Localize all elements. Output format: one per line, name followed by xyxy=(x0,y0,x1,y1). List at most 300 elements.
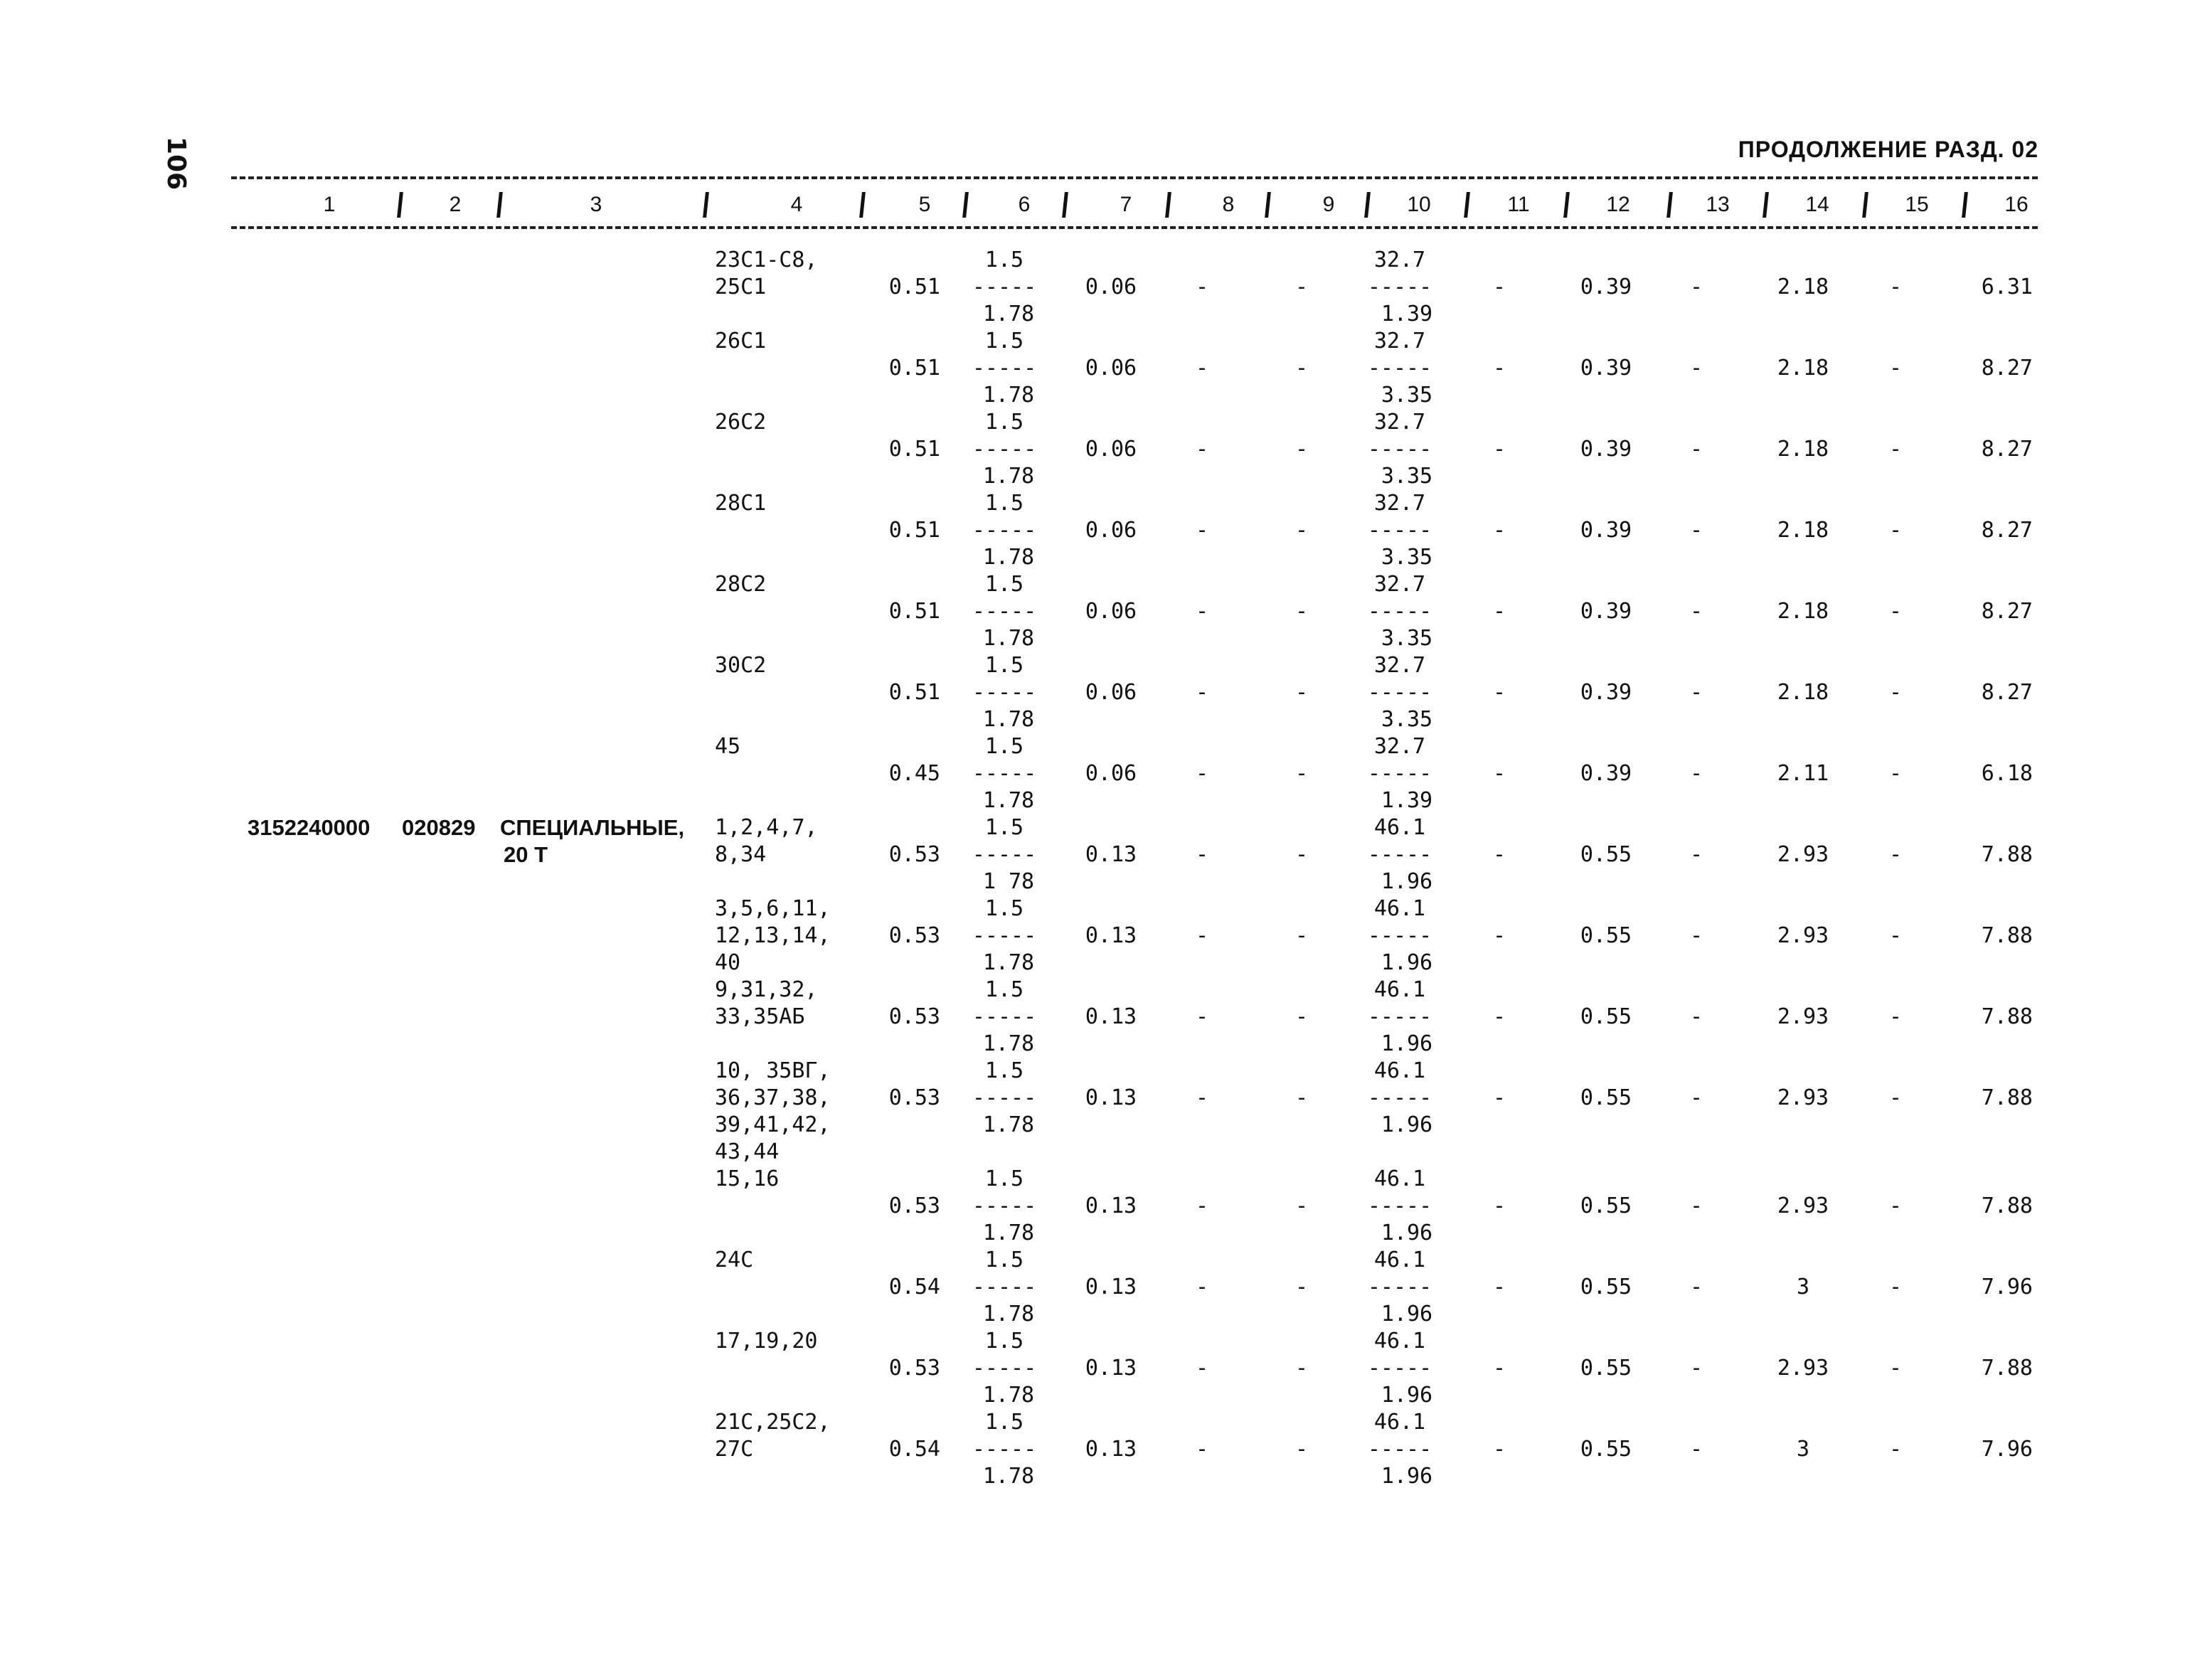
dash-col11: - xyxy=(1492,599,1506,624)
col6-numerator: 1.5 xyxy=(984,1329,1024,1354)
dash-col11: - xyxy=(1492,1004,1506,1029)
value-col5: 0.51 xyxy=(888,680,940,705)
value-col5: 0.51 xyxy=(888,518,940,543)
value-col16: 7.96 xyxy=(1981,1437,2033,1462)
value-col16: 7.88 xyxy=(1981,1193,2033,1218)
col10-denominator: 3.35 xyxy=(1381,464,1433,489)
col10-fraction-bar: ----- xyxy=(1367,1356,1432,1381)
col6-fraction-bar: ----- xyxy=(972,1437,1037,1462)
dash-col11: - xyxy=(1492,437,1506,462)
dash-col8: - xyxy=(1195,1356,1209,1381)
col6-denominator: 1.78 xyxy=(982,1031,1035,1056)
col6-denominator: 1.78 xyxy=(982,464,1035,489)
col10-denominator: 1.96 xyxy=(1381,1221,1433,1245)
column-number-10: 10 xyxy=(1407,193,1431,216)
col6-numerator: 1.5 xyxy=(984,410,1024,435)
dash-col13: - xyxy=(1689,1193,1703,1218)
column-separator xyxy=(703,192,709,218)
profile-designation: 43,44 xyxy=(715,1139,780,1164)
dash-col13: - xyxy=(1689,1085,1703,1110)
value-col14: 2.18 xyxy=(1777,356,1829,381)
col6-fraction-bar: ----- xyxy=(972,680,1037,705)
value-col5: 0.53 xyxy=(888,1085,940,1110)
dash-col15: - xyxy=(1888,842,1903,867)
col6-numerator: 1.5 xyxy=(984,734,1024,759)
column-number-13: 13 xyxy=(1706,193,1730,216)
dash-col13: - xyxy=(1689,1275,1703,1299)
value-col7: 0.13 xyxy=(1085,1356,1137,1381)
column-number-16: 16 xyxy=(2004,193,2029,216)
value-col12: 0.55 xyxy=(1580,1193,1632,1218)
col10-fraction-bar: ----- xyxy=(1367,518,1432,543)
column-separator xyxy=(1464,192,1470,218)
profile-designation: 40 xyxy=(715,950,741,975)
dash-col13: - xyxy=(1689,923,1703,948)
dash-col11: - xyxy=(1492,1275,1506,1299)
col6-denominator: 1.78 xyxy=(982,1302,1035,1327)
dash-col11: - xyxy=(1492,1356,1506,1381)
column-separator xyxy=(859,192,866,218)
profile-designation: 12,13,14, xyxy=(715,923,831,948)
col10-denominator: 1.96 xyxy=(1381,1112,1433,1137)
col6-fraction-bar: ----- xyxy=(972,842,1037,867)
column-number-7: 7 xyxy=(1120,193,1132,216)
profile-designation: 28С1 xyxy=(715,491,767,516)
value-col5: 0.53 xyxy=(888,1004,940,1029)
col10-fraction-bar: ----- xyxy=(1367,842,1432,867)
dash-col9: - xyxy=(1294,1275,1309,1299)
profile-designation: 9,31,32, xyxy=(715,977,818,1002)
dash-col15: - xyxy=(1888,437,1903,462)
value-col14: 3 xyxy=(1796,1275,1810,1299)
dash-col9: - xyxy=(1294,1193,1309,1218)
dash-col13: - xyxy=(1689,1004,1703,1029)
dash-col13: - xyxy=(1689,275,1703,299)
col10-fraction-bar: ----- xyxy=(1367,356,1432,381)
dash-col15: - xyxy=(1888,518,1903,543)
col6-numerator: 1.5 xyxy=(984,248,1024,272)
col10-denominator: 3.35 xyxy=(1381,383,1433,408)
dash-col15: - xyxy=(1888,1004,1903,1029)
value-col7: 0.13 xyxy=(1085,1193,1137,1218)
column-separator xyxy=(1666,192,1673,218)
col6-numerator: 1.5 xyxy=(984,815,1024,840)
dash-col9: - xyxy=(1294,1437,1309,1462)
column-number-3: 3 xyxy=(590,193,602,216)
value-col7: 0.06 xyxy=(1085,275,1137,299)
column-separator xyxy=(1165,192,1171,218)
col10-denominator: 3.35 xyxy=(1381,626,1433,651)
col6-numerator: 1.5 xyxy=(984,653,1024,678)
column-number-6: 6 xyxy=(1018,193,1031,216)
col10-denominator: 1.96 xyxy=(1381,950,1433,975)
dash-col8: - xyxy=(1195,923,1209,948)
value-col16: 8.27 xyxy=(1981,599,2033,624)
value-col16: 8.27 xyxy=(1981,518,2033,543)
dash-col13: - xyxy=(1689,437,1703,462)
profile-designation: 24С xyxy=(715,1248,754,1272)
col10-fraction-bar: ----- xyxy=(1367,1437,1432,1462)
col10-fraction-bar: ----- xyxy=(1367,923,1432,948)
profile-designation: 17,19,20 xyxy=(715,1329,818,1354)
value-col12: 0.39 xyxy=(1580,356,1632,381)
value-col12: 0.39 xyxy=(1580,518,1632,543)
value-col12: 0.55 xyxy=(1580,1085,1632,1110)
dash-col13: - xyxy=(1689,599,1703,624)
value-col14: 2.93 xyxy=(1777,1356,1829,1381)
dash-col11: - xyxy=(1492,842,1506,867)
value-col5: 0.53 xyxy=(888,923,940,948)
value-col14: 2.18 xyxy=(1777,437,1829,462)
value-col5: 0.51 xyxy=(888,599,940,624)
dash-col11: - xyxy=(1492,1437,1506,1462)
dash-col15: - xyxy=(1888,1356,1903,1381)
col6-numerator: 1.5 xyxy=(984,491,1024,516)
value-col16: 7.88 xyxy=(1981,923,2033,948)
section-title: ПРОДОЛЖЕНИЕ РАЗД. 02 xyxy=(1738,137,2038,162)
col6-fraction-bar: ----- xyxy=(972,923,1037,948)
col6-numerator: 1.5 xyxy=(984,1058,1024,1083)
col10-denominator: 1.96 xyxy=(1381,869,1433,894)
dash-col15: - xyxy=(1888,1437,1903,1462)
profile-designation: 39,41,42, xyxy=(715,1112,831,1137)
column-number-header xyxy=(231,186,2038,223)
col10-denominator: 3.35 xyxy=(1381,545,1433,570)
dash-col8: - xyxy=(1195,761,1209,786)
profile-designation: 36,37,38, xyxy=(715,1085,831,1110)
dash-col9: - xyxy=(1294,1356,1309,1381)
value-col16: 7.88 xyxy=(1981,842,2033,867)
dash-col8: - xyxy=(1195,599,1209,624)
col6-numerator: 1.5 xyxy=(984,572,1024,597)
col10-numerator: 46.1 xyxy=(1373,1410,1426,1435)
page-number: 106 xyxy=(161,136,191,190)
dash-col11: - xyxy=(1492,275,1506,299)
profile-designation: 27С xyxy=(715,1437,754,1462)
profile-designation: 28С2 xyxy=(715,572,767,597)
col10-numerator: 46.1 xyxy=(1373,1329,1426,1354)
col6-numerator: 1.5 xyxy=(984,1166,1024,1191)
profile-designation: 23С1-С8, xyxy=(715,248,818,272)
header-top-rule xyxy=(231,176,2038,179)
col10-numerator: 46.1 xyxy=(1373,815,1426,840)
profile-designation: 10, 35ВГ, xyxy=(715,1058,831,1083)
column-separator xyxy=(1062,192,1068,218)
dash-col11: - xyxy=(1492,1085,1506,1110)
col10-denominator: 1.96 xyxy=(1381,1031,1433,1056)
value-col5: 0.53 xyxy=(888,1356,940,1381)
column-number-5: 5 xyxy=(918,193,931,216)
column-number-1: 1 xyxy=(323,193,336,216)
col6-denominator: 1.78 xyxy=(982,302,1035,326)
dash-col13: - xyxy=(1689,842,1703,867)
col10-fraction-bar: ----- xyxy=(1367,275,1432,299)
dash-col9: - xyxy=(1294,518,1309,543)
col6-fraction-bar: ----- xyxy=(972,599,1037,624)
value-col16: 7.88 xyxy=(1981,1356,2033,1381)
value-col14: 2.93 xyxy=(1777,923,1829,948)
profile-designation: 26С2 xyxy=(715,410,767,435)
dash-col9: - xyxy=(1294,842,1309,867)
dash-col9: - xyxy=(1294,599,1309,624)
value-col5: 0.51 xyxy=(888,437,940,462)
col10-denominator: 1.96 xyxy=(1381,1302,1433,1327)
value-col14: 2.93 xyxy=(1777,1004,1829,1029)
dash-col11: - xyxy=(1492,518,1506,543)
dash-col13: - xyxy=(1689,356,1703,381)
value-col7: 0.13 xyxy=(1085,1275,1137,1299)
value-col16: 6.18 xyxy=(1981,761,2033,786)
value-col7: 0.13 xyxy=(1085,842,1137,867)
col6-denominator: 1.78 xyxy=(982,950,1035,975)
dash-col8: - xyxy=(1195,842,1209,867)
value-col7: 0.13 xyxy=(1085,1004,1137,1029)
value-col5: 0.45 xyxy=(888,761,940,786)
col10-numerator: 32.7 xyxy=(1373,248,1426,272)
column-number-8: 8 xyxy=(1222,193,1235,216)
dash-col9: - xyxy=(1294,356,1309,381)
dash-col13: - xyxy=(1689,761,1703,786)
dash-col9: - xyxy=(1294,437,1309,462)
dash-col8: - xyxy=(1195,1437,1209,1462)
dash-col8: - xyxy=(1195,1193,1209,1218)
value-col12: 0.39 xyxy=(1580,275,1632,299)
col6-fraction-bar: ----- xyxy=(972,761,1037,786)
col10-numerator: 32.7 xyxy=(1373,653,1426,678)
dash-col13: - xyxy=(1689,680,1703,705)
dash-col15: - xyxy=(1888,1275,1903,1299)
dash-col9: - xyxy=(1294,1085,1309,1110)
dash-col15: - xyxy=(1888,680,1903,705)
col10-denominator: 3.35 xyxy=(1381,707,1433,732)
profile-designation: 8,34 xyxy=(715,842,767,867)
profile-designation: 1,2,4,7, xyxy=(715,815,818,840)
column-separator xyxy=(1364,192,1371,218)
column-number-4: 4 xyxy=(790,193,803,216)
col10-numerator: 32.7 xyxy=(1373,410,1426,435)
value-col12: 0.39 xyxy=(1580,680,1632,705)
dash-col8: - xyxy=(1195,356,1209,381)
col6-fraction-bar: ----- xyxy=(972,1085,1037,1110)
value-col16: 8.27 xyxy=(1981,437,2033,462)
column-separator xyxy=(1763,192,1769,218)
col6-numerator: 1.5 xyxy=(984,896,1024,921)
col10-fraction-bar: ----- xyxy=(1367,1193,1432,1218)
col6-fraction-bar: ----- xyxy=(972,518,1037,543)
col10-numerator: 46.1 xyxy=(1373,896,1426,921)
profile-designation: 25С1 xyxy=(715,275,767,299)
value-col14: 2.11 xyxy=(1777,761,1829,786)
value-col5: 0.51 xyxy=(888,356,940,381)
col6-fraction-bar: ----- xyxy=(972,356,1037,381)
value-col14: 2.18 xyxy=(1777,599,1829,624)
product-code: 3152240000 xyxy=(248,815,371,840)
profile-designation: 26С1 xyxy=(715,329,767,353)
column-separator xyxy=(1563,192,1570,218)
dash-col15: - xyxy=(1888,923,1903,948)
col10-fraction-bar: ----- xyxy=(1367,1275,1432,1299)
col6-denominator: 1.78 xyxy=(982,1383,1035,1408)
product-name: СПЕЦИАЛЬНЫЕ, xyxy=(500,815,685,840)
value-col7: 0.13 xyxy=(1085,1085,1137,1110)
value-col7: 0.13 xyxy=(1085,1437,1137,1462)
value-col12: 0.55 xyxy=(1580,923,1632,948)
column-number-15: 15 xyxy=(1905,193,1929,216)
value-col14: 2.93 xyxy=(1777,1085,1829,1110)
col6-fraction-bar: ----- xyxy=(972,1004,1037,1029)
column-separator xyxy=(1862,192,1868,218)
profile-designation: 45 xyxy=(715,734,741,759)
col10-denominator: 1.96 xyxy=(1381,1383,1433,1408)
dash-col8: - xyxy=(1195,1275,1209,1299)
dash-col8: - xyxy=(1195,1004,1209,1029)
dash-col13: - xyxy=(1689,518,1703,543)
col10-fraction-bar: ----- xyxy=(1367,761,1432,786)
value-col12: 0.55 xyxy=(1580,1437,1632,1462)
col6-denominator: 1.78 xyxy=(982,383,1035,408)
value-col7: 0.06 xyxy=(1085,680,1137,705)
value-col7: 0.06 xyxy=(1085,356,1137,381)
value-col7: 0.13 xyxy=(1085,923,1137,948)
value-col12: 0.39 xyxy=(1580,599,1632,624)
dash-col13: - xyxy=(1689,1356,1703,1381)
value-col14: 2.18 xyxy=(1777,275,1829,299)
col10-fraction-bar: ----- xyxy=(1367,680,1432,705)
column-number-9: 9 xyxy=(1322,193,1335,216)
dash-col11: - xyxy=(1492,1193,1506,1218)
col10-numerator: 46.1 xyxy=(1373,1166,1426,1191)
dash-col8: - xyxy=(1195,437,1209,462)
profile-designation: 30С2 xyxy=(715,653,767,678)
profile-designation: 21С,25С2, xyxy=(715,1410,831,1435)
col10-fraction-bar: ----- xyxy=(1367,1004,1432,1029)
col6-fraction-bar: ----- xyxy=(972,1275,1037,1299)
dash-col13: - xyxy=(1689,1437,1703,1462)
value-col12: 0.55 xyxy=(1580,1275,1632,1299)
col10-fraction-bar: ----- xyxy=(1367,437,1432,462)
dash-col9: - xyxy=(1294,761,1309,786)
profile-designation: 15,16 xyxy=(715,1166,780,1191)
col6-fraction-bar: ----- xyxy=(972,1193,1037,1218)
value-col12: 0.55 xyxy=(1580,1356,1632,1381)
col6-fraction-bar: ----- xyxy=(972,437,1037,462)
value-col12: 0.39 xyxy=(1580,761,1632,786)
dash-col11: - xyxy=(1492,761,1506,786)
dash-col11: - xyxy=(1492,923,1506,948)
value-col14: 3 xyxy=(1796,1437,1810,1462)
value-col16: 6.31 xyxy=(1981,275,2033,299)
col6-numerator: 1.5 xyxy=(984,977,1024,1002)
dash-col15: - xyxy=(1888,599,1903,624)
col6-denominator: 1.78 xyxy=(982,626,1035,651)
column-separator xyxy=(496,192,503,218)
col6-fraction-bar: ----- xyxy=(972,275,1037,299)
value-col5: 0.54 xyxy=(888,1437,940,1462)
dash-col8: - xyxy=(1195,680,1209,705)
product-subcode: 020829 xyxy=(402,815,476,840)
column-number-2: 2 xyxy=(449,193,462,216)
value-col12: 0.39 xyxy=(1580,437,1632,462)
value-col16: 8.27 xyxy=(1981,356,2033,381)
col10-numerator: 32.7 xyxy=(1373,734,1426,759)
dash-col8: - xyxy=(1195,275,1209,299)
profile-designation: 33,35АБ xyxy=(715,1004,805,1029)
col10-denominator: 1.39 xyxy=(1381,302,1433,326)
col6-denominator: 1.78 xyxy=(982,1221,1035,1245)
col6-denominator: 1.78 xyxy=(982,707,1035,732)
col6-denominator: 1 78 xyxy=(982,869,1035,894)
dash-col15: - xyxy=(1888,275,1903,299)
dash-col15: - xyxy=(1888,1085,1903,1110)
column-number-12: 12 xyxy=(1606,193,1630,216)
col6-denominator: 1.78 xyxy=(982,545,1035,570)
value-col16: 7.88 xyxy=(1981,1085,2033,1110)
value-col7: 0.06 xyxy=(1085,761,1137,786)
dash-col9: - xyxy=(1294,923,1309,948)
value-col5: 0.51 xyxy=(888,275,940,299)
dash-col11: - xyxy=(1492,356,1506,381)
value-col14: 2.93 xyxy=(1777,1193,1829,1218)
col10-numerator: 46.1 xyxy=(1373,1058,1426,1083)
value-col12: 0.55 xyxy=(1580,842,1632,867)
value-col7: 0.06 xyxy=(1085,518,1137,543)
profile-designation: 3,5,6,11, xyxy=(715,896,831,921)
value-col5: 0.54 xyxy=(888,1275,940,1299)
col10-denominator: 1.96 xyxy=(1381,1464,1433,1489)
dash-col9: - xyxy=(1294,1004,1309,1029)
dash-col9: - xyxy=(1294,680,1309,705)
product-qualifier: 20 Т xyxy=(504,842,548,867)
col10-fraction-bar: ----- xyxy=(1367,1085,1432,1110)
dash-col15: - xyxy=(1888,761,1903,786)
col10-fraction-bar: ----- xyxy=(1367,599,1432,624)
dash-col9: - xyxy=(1294,275,1309,299)
value-col16: 7.96 xyxy=(1981,1275,2033,1299)
column-separator xyxy=(397,192,403,218)
value-col5: 0.53 xyxy=(888,842,940,867)
col10-numerator: 46.1 xyxy=(1373,977,1426,1002)
column-separator xyxy=(1265,192,1271,218)
dash-col8: - xyxy=(1195,1085,1209,1110)
col6-fraction-bar: ----- xyxy=(972,1356,1037,1381)
column-separator xyxy=(1962,192,1968,218)
col10-numerator: 32.7 xyxy=(1373,329,1426,353)
dash-col15: - xyxy=(1888,1193,1903,1218)
value-col14: 2.93 xyxy=(1777,842,1829,867)
value-col14: 2.18 xyxy=(1777,680,1829,705)
col6-numerator: 1.5 xyxy=(984,329,1024,353)
col10-numerator: 46.1 xyxy=(1373,1248,1426,1272)
col10-numerator: 32.7 xyxy=(1373,572,1426,597)
header-bottom-rule xyxy=(231,226,2038,229)
value-col12: 0.55 xyxy=(1580,1004,1632,1029)
value-col16: 7.88 xyxy=(1981,1004,2033,1029)
column-number-14: 14 xyxy=(1805,193,1829,216)
dash-col15: - xyxy=(1888,356,1903,381)
col10-numerator: 32.7 xyxy=(1373,491,1426,516)
col6-denominator: 1.78 xyxy=(982,1464,1035,1489)
value-col14: 2.18 xyxy=(1777,518,1829,543)
value-col7: 0.06 xyxy=(1085,599,1137,624)
col10-denominator: 1.39 xyxy=(1381,788,1433,813)
column-number-11: 11 xyxy=(1507,193,1530,216)
dash-col11: - xyxy=(1492,680,1506,705)
col6-numerator: 1.5 xyxy=(984,1248,1024,1272)
col6-numerator: 1.5 xyxy=(984,1410,1024,1435)
dash-col8: - xyxy=(1195,518,1209,543)
col6-denominator: 1.78 xyxy=(982,788,1035,813)
value-col16: 8.27 xyxy=(1981,680,2033,705)
